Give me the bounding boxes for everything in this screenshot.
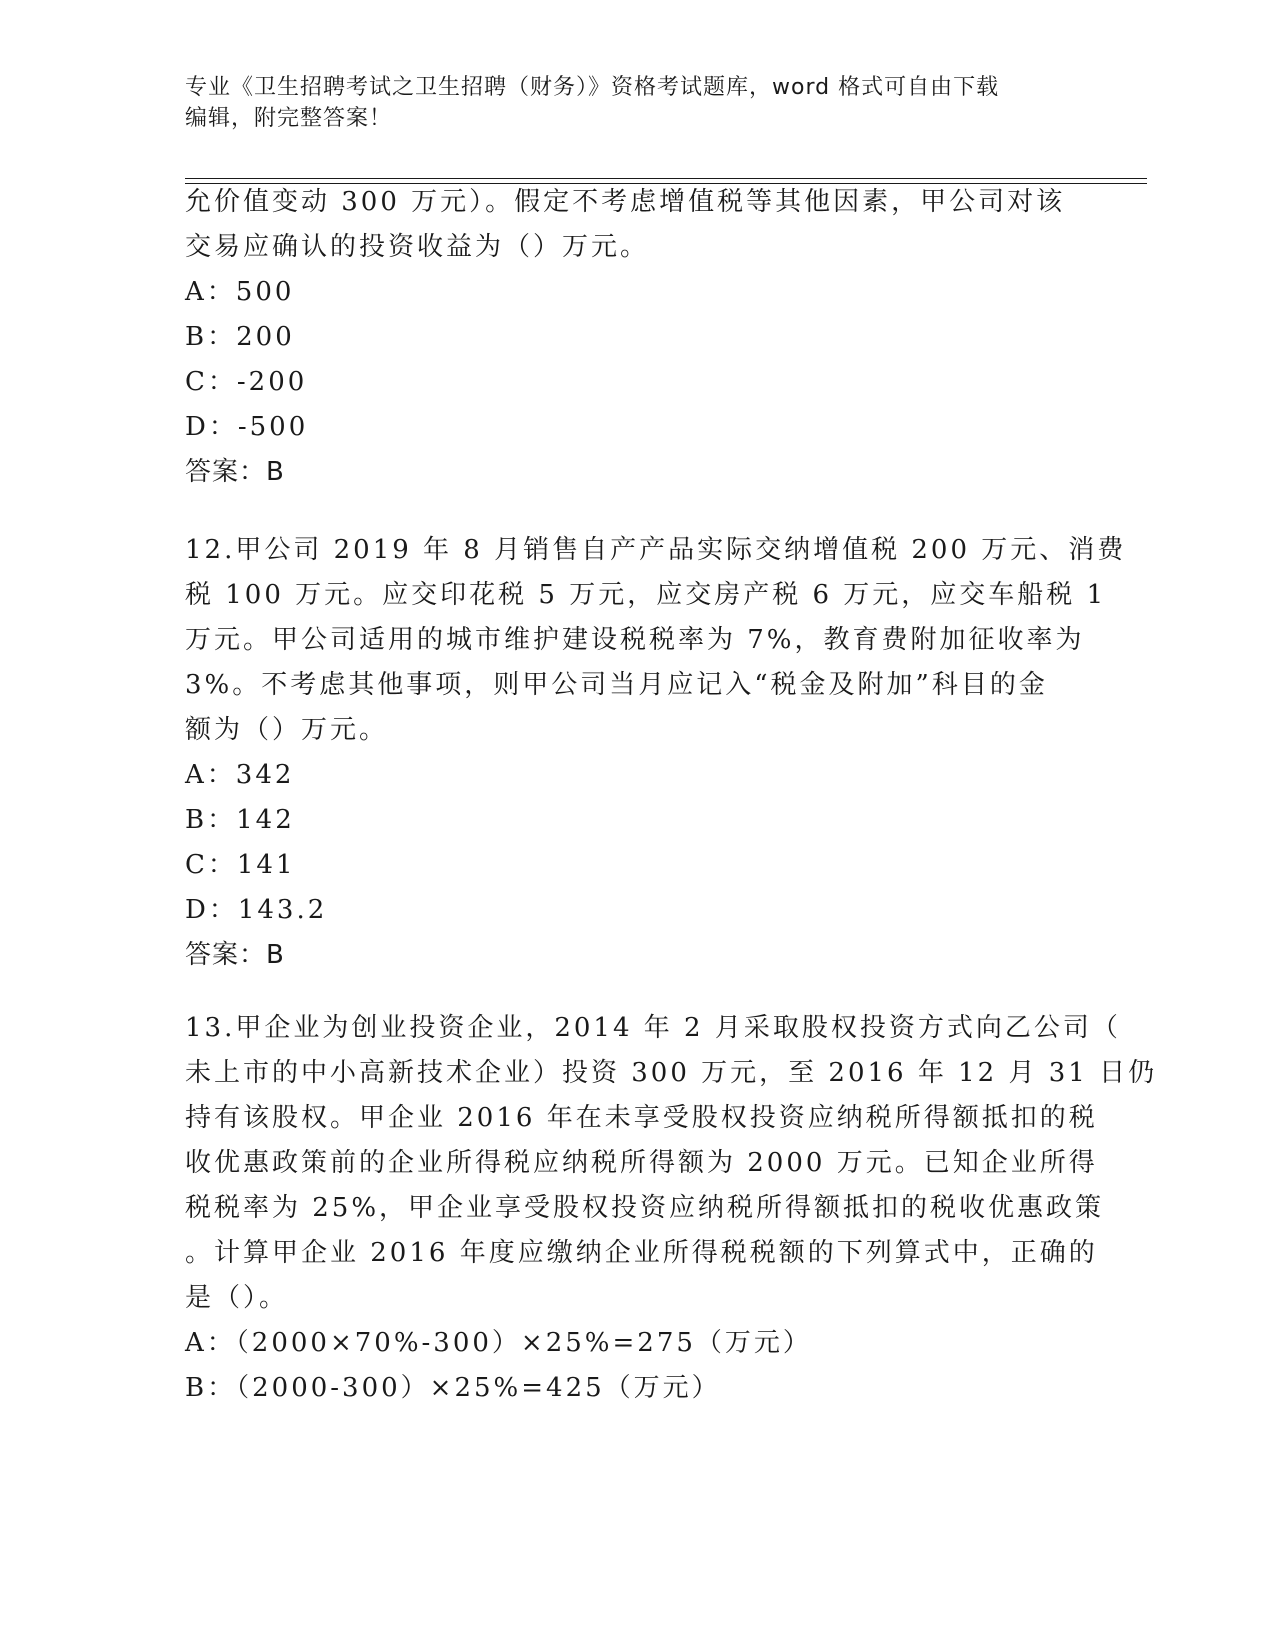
- question-text-line: 额为（）万元。: [185, 715, 389, 745]
- option-b: B：142: [185, 805, 295, 835]
- header-line-1: 专业《卫生招聘考试之卫生招聘（财务）》资格考试题库，word 格式可自由下载: [185, 75, 1000, 100]
- question-text-line: 税 100 万元。应交印花税 5 万元，应交房产税 6 万元，应交车船税 1: [185, 580, 1107, 610]
- answer: 答案：B: [185, 457, 285, 487]
- header-divider-top: [185, 178, 1147, 179]
- question-text-line: 持有该股权。甲企业 2016 年在未享受股权投资应纳税所得额抵扣的税: [185, 1103, 1098, 1133]
- answer: 答案：B: [185, 940, 285, 970]
- option-c: C：-200: [185, 367, 308, 397]
- question-11: [185, 180, 1085, 495]
- option-d: D：143.2: [185, 895, 328, 925]
- question-13: [185, 1006, 1158, 1411]
- question-text-line: 是（）。: [185, 1283, 289, 1313]
- question-text-line: 3%。不考虑其他事项，则甲公司当月应记入“税金及附加”科目的金: [185, 670, 1048, 700]
- question-text-line: 万元。甲公司适用的城市维护建设税税率为 7%，教育费附加征收率为: [185, 625, 1085, 655]
- option-c: C：141: [185, 850, 296, 880]
- option-b: B：200: [185, 322, 295, 352]
- header-line-2: 编辑，附完整答案！: [185, 106, 393, 131]
- question-text-line: 。计算甲企业 2016 年度应缴纳企业所得税税额的下列算式中，正确的: [185, 1238, 1098, 1268]
- question-text-line: 交易应确认的投资收益为（）万元。: [185, 232, 650, 262]
- question-text-line: 税税率为 25%，甲企业享受股权投资应纳税所得额抵扣的税收优惠政策: [185, 1193, 1105, 1223]
- document-header: [185, 72, 1085, 134]
- option-a: A：500: [185, 277, 295, 307]
- question-12: [185, 528, 1127, 978]
- option-b: B：（2000-300）×25%=425（万元）: [185, 1373, 721, 1403]
- option-a: A：（2000×70%-300）×25%=275（万元）: [185, 1328, 812, 1358]
- question-text-line: 未上市的中小高新技术企业）投资 300 万元，至 2016 年 12 月 31 日仍: [185, 1058, 1158, 1088]
- question-text-line: 12.甲公司 2019 年 8 月销售自产产品实际交纳增值税 200 万元、消费: [185, 535, 1127, 565]
- option-d: D：-500: [185, 412, 309, 442]
- option-a: A：342: [185, 760, 295, 790]
- question-text-line: 收优惠政策前的企业所得税应纳税所得额为 2000 万元。已知企业所得: [185, 1148, 1098, 1178]
- question-text-line: 13.甲企业为创业投资企业，2014 年 2 月采取股权投资方式向乙公司（: [185, 1013, 1121, 1043]
- question-text-line: 允价值变动 300 万元）。假定不考虑增值税等其他因素，甲公司对该: [185, 187, 1066, 217]
